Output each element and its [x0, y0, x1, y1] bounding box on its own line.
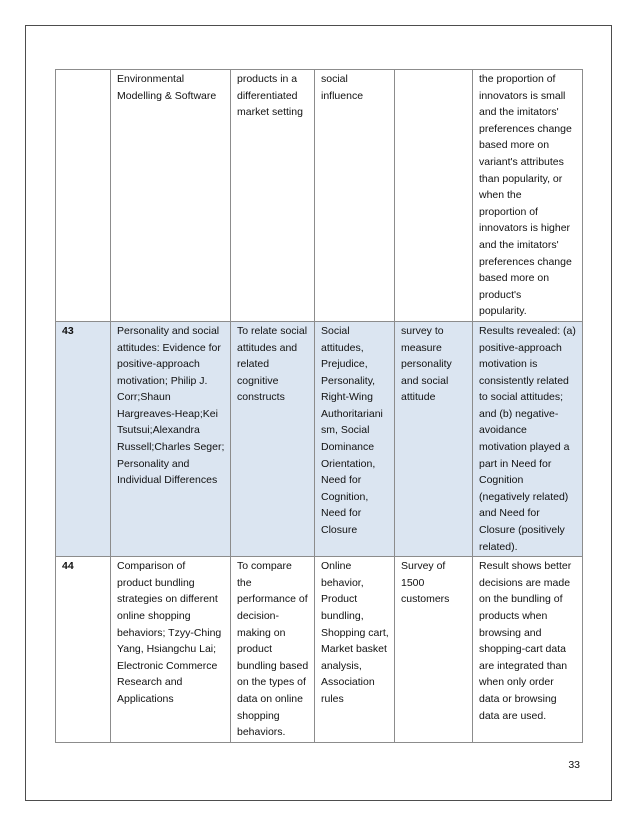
- table-row: [56, 557, 583, 743]
- objective-cell: To compare the performance of decision- making on product bundling based on the types of data on online shopping behaviors.: [231, 557, 315, 743]
- table-row: [56, 70, 583, 322]
- row-number-cell: 44: [56, 557, 111, 743]
- variables-cell: Social attitudes, Prejudice, Personality, Right-Wing Authoritariani sm, Social Dominance Orientation, Need for Cognition, Need for Closure: [315, 321, 395, 556]
- result-cell: Results revealed: (a) positive-approach motivation is consistently related to social attitudes; and (b) negative- avoidance motivation played a part in Need for Cognition (negatively related) and Need for Closure (positively related).: [473, 321, 583, 556]
- result-cell: Result shows better decisions are made on the bundling of products when browsing and shopping-cart data are integrated than when only order data or browsing data are used.: [473, 557, 583, 743]
- variables-cell: Online behavior, Product bundling, Shopping cart, Market basket analysis, Association rules: [315, 557, 395, 743]
- result-cell: the proportion of innovators is small and the imitators' preferences change based more on variant's attributes than popularity, or when the proportion of innovators is higher and the imitators' preferences change based more on product's popularity.: [473, 70, 583, 322]
- row-number-cell: 43: [56, 321, 111, 556]
- study-title-cell: Personality and social attitudes: Evidence for positive-approach motivation; Philip J. Corr;Shaun Hargreaves-Heap;Kei Tsutsui;Alexandra Russell;Charles Seger; Personality and Individual Differences: [111, 321, 231, 556]
- variables-cell: social influence: [315, 70, 395, 322]
- study-title-cell: Comparison of product bundling strategies on different online shopping behaviors; Tzyy-Ching Yang, Hsiangchu Lai; Electronic Commerce Research and Applications: [111, 557, 231, 743]
- method-cell: Survey of 1500 customers: [395, 557, 473, 743]
- objective-cell: To relate social attitudes and related cognitive constructs: [231, 321, 315, 556]
- row-number-cell: [56, 70, 111, 322]
- method-cell: [395, 70, 473, 322]
- objective-cell: products in a differentiated market setting: [231, 70, 315, 322]
- table-row: [56, 321, 583, 556]
- method-cell: survey to measure personality and social attitude: [395, 321, 473, 556]
- study-title-cell: Environmental Modelling & Software: [111, 70, 231, 322]
- literature-review-table: [55, 69, 583, 743]
- page-number: 33: [568, 759, 580, 771]
